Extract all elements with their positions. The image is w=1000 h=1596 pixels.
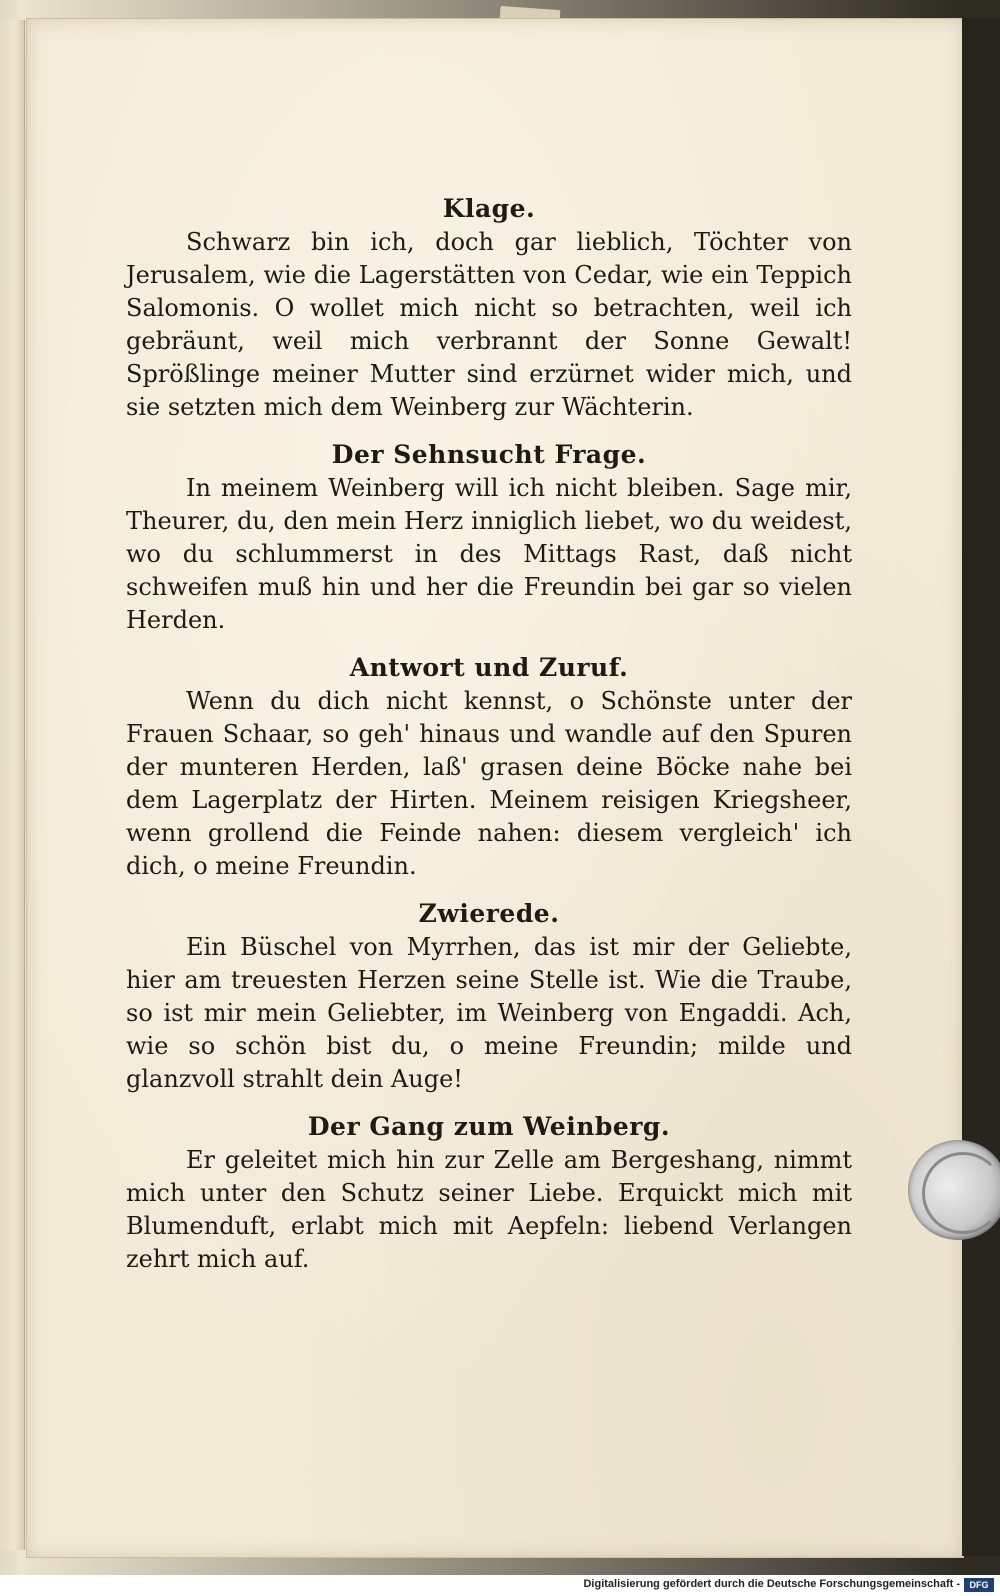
dfg-logo: DFG (964, 1578, 994, 1592)
section-paragraph: In meinem Weinberg will ich nicht bleiben. Sage mir, Theurer, du, den mein Herz inniglich liebet, wo du weidest, wo du schlummerst in des Mittags Rast, daß nicht schweifen muß hin und her die Freundin bei gar so vielen Herden. (126, 474, 852, 634)
funding-credit: Digitalisierung gefördert durch die Deutsche Forschungsgemeinschaft - (583, 1578, 960, 1590)
section-heading: Klage. (442, 194, 536, 223)
section-paragraph: Wenn du dich nicht kennst, o Schönste unter der Frauen Schaar, so geh' hinaus und wandle auf den Spuren der munteren Herden, laß' grasen deine Böcke nahe bei dem Lagerplatz der Hirten. Meinem reisigen Kriegsheer, wenn grollend die Feinde nahen: diesem vergleich' ich dich, o meine Freundin. (126, 687, 852, 880)
section-heading: Zwierede. (418, 899, 560, 928)
section-heading: Der Sehnsucht Frage. (331, 440, 647, 469)
section-paragraph: Schwarz bin ich, doch gar lieblich, Töchter von Jerusalem, wie die Lagerstätten von Cedar, wie ein Teppich Salomonis. O wollet mich nicht so betrachten, weil ich gebräunt, weil mich verbrannt der Sonne Gewalt! Sprößlinge meiner Mutter sind erzürnet wider mich, und sie setzten mich dem Weinberg zur Wächterin. (126, 228, 852, 421)
section-heading: Antwort und Zuruf. (349, 653, 629, 682)
book-binding-edge (962, 18, 1000, 1556)
previous-page-edge (0, 20, 25, 1550)
page-clip-ring (922, 1152, 1000, 1234)
digitization-footer (0, 1575, 1000, 1596)
section-heading: Der Gang zum Weinberg. (307, 1112, 671, 1141)
section-paragraph: Ein Büschel von Myrrhen, das ist mir der Geliebte, hier am treuesten Herzen seine Stelle ist. Wie die Traube, so ist mir mein Geliebter, im Weinberg von Engaddi. Ach, wie so schön bist du, o meine Freundin; milde und glanzvoll strahlt dein Auge! (126, 933, 852, 1093)
section-paragraph: Er geleitet mich hin zur Zelle am Bergeshang, nimmt mich unter den Schutz seiner Liebe. Erquickt mich mit Blumenduft, erlabt mich mit Aepfeln: liebend Verlangen zehrt mich auf. (126, 1146, 852, 1273)
page-text (126, 192, 852, 1290)
